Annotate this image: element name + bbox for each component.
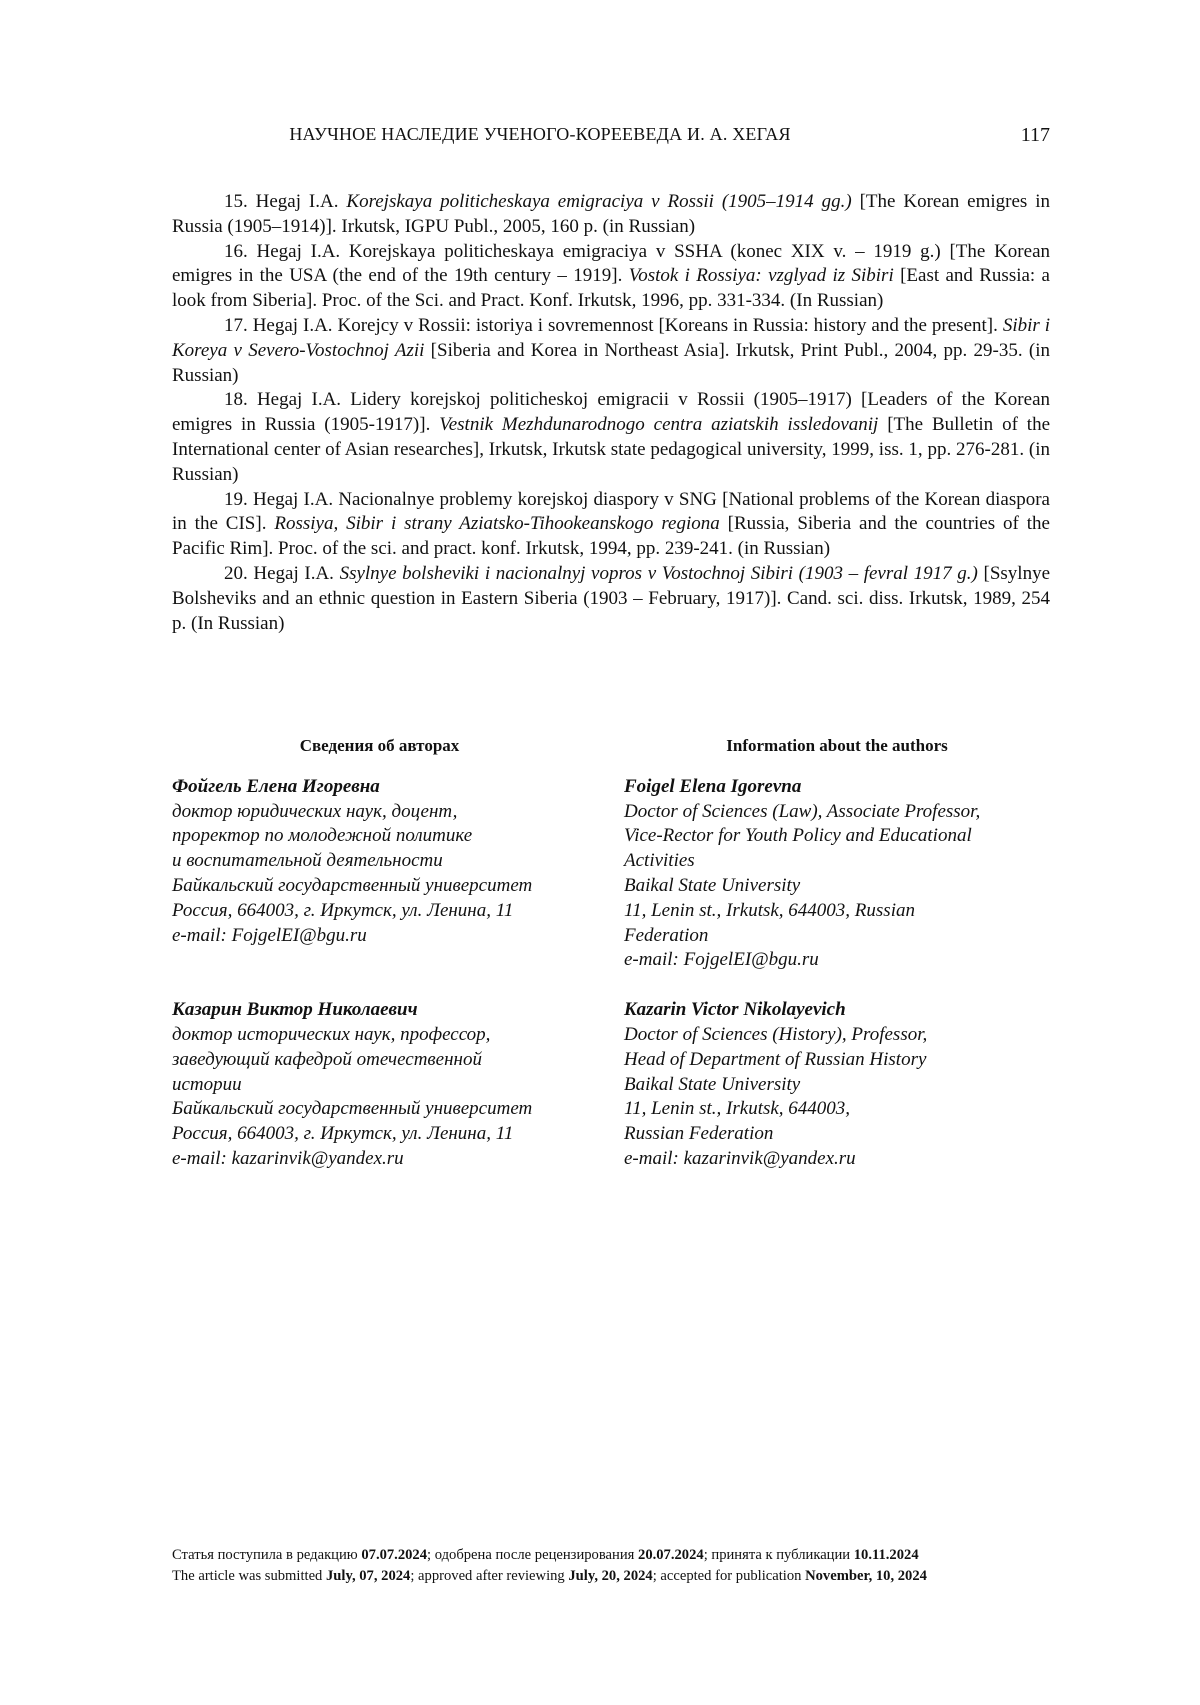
dates-ru: Статья поступила в редакцию 07.07.2024; одобрена после рецензирования 20.07.2024; принята к публикации 10.11.2024 xyxy=(172,1545,1050,1566)
reference-item: 18. Hegaj I.A. Lidery korejskoj politicheskoj emigracii v Rossii (1905–1917) [Leaders of the Korean emigres in Russia (1905-1917)]. Vestnik Mezhdunarodnogo centra aziatskih issledovanij [The Bulletin of the International center of Asian researches], Irkutsk, Irkutsk state pedagogical university, 1999, iss. 1, pp. 276-281. (in Russian) xyxy=(172,388,1050,487)
publication-dates xyxy=(172,1545,1050,1587)
reference-item: 19. Hegaj I.A. Nacionalnye problemy korejskoj diaspory v SNG [National problems of the Korean diaspora in the CIS]. Rossiya, Sibir i strany Aziatsko-Tihookeanskogo regiona [Russia, Siberia and the countries of the Pacific Rim]. Proc. of the sci. and pract. konf. Irkutsk, 1994, pp. 239-241. (in Russian) xyxy=(172,488,1050,562)
running-title: НАУЧНОЕ НАСЛЕДИЕ УЧЕНОГО-КОРЕЕВЕДА И. А. ХЕГАЯ xyxy=(172,124,908,145)
authors-en-heading: Information about the authors xyxy=(624,734,1050,759)
reference-list xyxy=(172,190,1050,636)
author-name: Казарин Виктор Николаевич xyxy=(172,998,592,1023)
authors-en-column xyxy=(624,734,1050,1197)
author-email: e-mail: FojgelEI@bgu.ru xyxy=(624,948,1050,973)
author-name: Фойгель Елена Игоревна xyxy=(172,775,592,800)
reference-item: 20. Hegaj I.A. Ssylnye bolsheviki i nacionalnyj vopros v Vostochnoj Sibiri (1903 – fevral 1917 g.) [Ssylnye Bolsheviks and an ethnic question in Eastern Siberia (1903 – February, 1917)]. Cand. sci. diss. Irkutsk, 1989, 254 p. (In Russian) xyxy=(172,562,1050,636)
author-ru-2: Казарин Виктор Николаевич доктор исторических наук, профессор, заведующий кафедрой отечественной истории Байкальский государственный университет Россия, 664003, г. Иркутск, ул. Ленина, 11 e-mail: kazarinvik@yandex.ru xyxy=(172,998,592,1172)
author-email: e-mail: kazarinvik@yandex.ru xyxy=(624,1147,1050,1172)
authors-ru-heading: Сведения об авторах xyxy=(172,734,587,759)
reference-item: 16. Hegaj I.A. Korejskaya politicheskaya emigraciya v SSHA (konec XIX v. – 1919 g.) [The Korean emigres in the USA (the end of the 19th century – 1919]. Vostok i Rossiya: vzglyad iz Sibiri [East and Russia: a look from Siberia]. Proc. of the Sci. and Pract. Konf. Irkutsk, 1996, pp. 331-334. (In Russian) xyxy=(172,240,1050,314)
author-name: Kazarin Victor Nikolayevich xyxy=(624,998,1050,1023)
author-email: e-mail: FojgelEI@bgu.ru xyxy=(172,924,592,949)
author-en-1: Foigel Elena Igorevna Doctor of Sciences (Law), Associate Professor, Vice-Rector for Youth Policy and Educational Activities Baikal State University 11, Lenin st., Irkutsk, 644003, Russian Federation e-mail: FojgelEI@bgu.ru xyxy=(624,775,1050,973)
dates-en: The article was submitted July, 07, 2024; approved after reviewing July, 20, 2024; accepted for publication November, 10, 2024 xyxy=(172,1566,1050,1587)
author-en-2: Kazarin Victor Nikolayevich Doctor of Sciences (History), Professor, Head of Department of Russian History Baikal State University 11, Lenin st., Irkutsk, 644003, Russian Federation e-mail: kazarinvik@yandex.ru xyxy=(624,998,1050,1172)
author-ru-1: Фойгель Елена Игоревна доктор юридических наук, доцент, проректор по молодежной политике и воспитательной деятельности Байкальский государственный университет Россия, 664003, г. Иркутск, ул. Ленина, 11 e-mail: FojgelEI@bgu.ru xyxy=(172,775,592,973)
authors-ru-column xyxy=(172,734,592,1197)
reference-item: 17. Hegaj I.A. Korejcy v Rossii: istoriya i sovremennost [Koreans in Russia: history and the present]. Sibir i Koreya v Severo-Vostochnoj Azii [Siberia and Korea in Northeast Asia]. Irkutsk, Print Publ., 2004, pp. 29-35. (in Russian) xyxy=(172,314,1050,388)
author-name: Foigel Elena Igorevna xyxy=(624,775,1050,800)
page-number: 117 xyxy=(1021,124,1050,147)
author-email: e-mail: kazarinvik@yandex.ru xyxy=(172,1147,592,1172)
reference-item: 15. Hegaj I.A. Korejskaya politicheskaya emigraciya v Rossii (1905–1914 gg.) [The Korean emigres in Russia (1905–1914)]. Irkutsk, IGPU Publ., 2005, 160 p. (in Russian) xyxy=(172,190,1050,240)
